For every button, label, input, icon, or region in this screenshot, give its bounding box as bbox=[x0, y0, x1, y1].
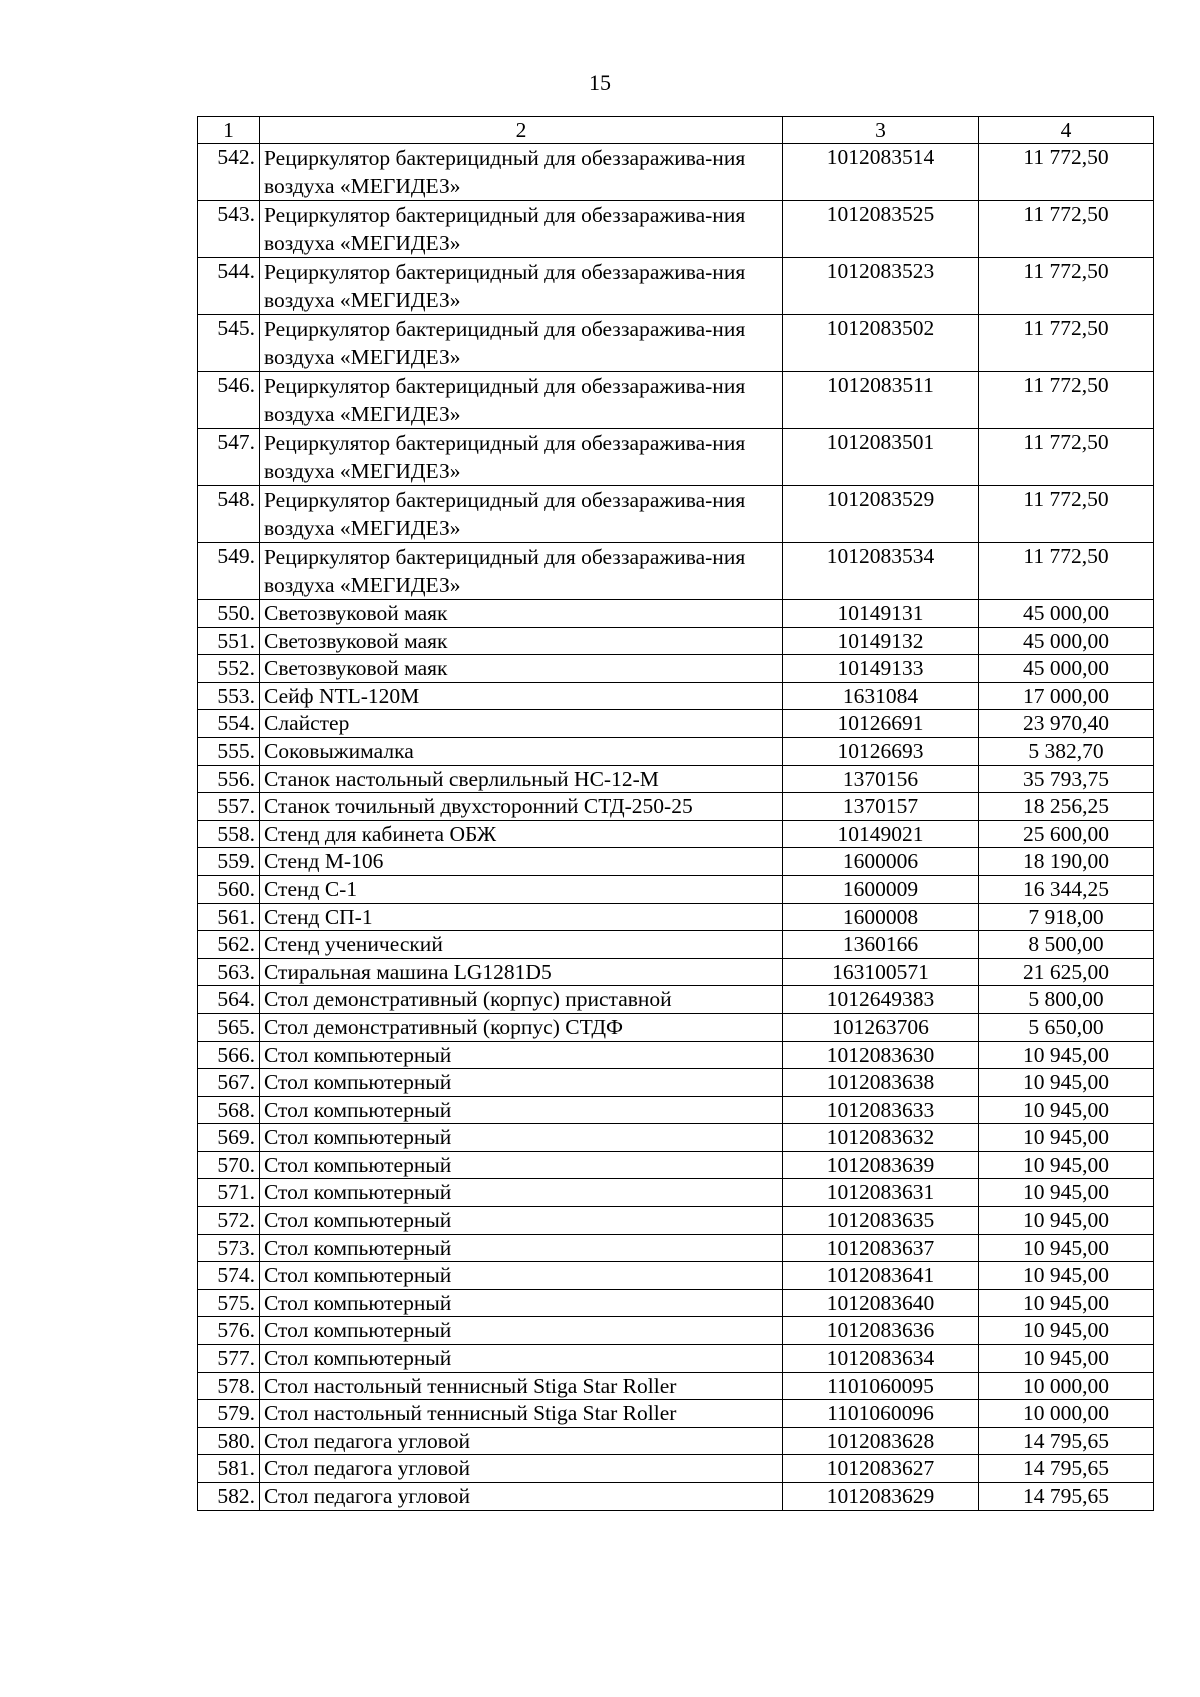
table-row bbox=[198, 737, 1154, 765]
item-price: 17 000,00 bbox=[979, 682, 1154, 710]
table-row bbox=[198, 600, 1154, 628]
table-row bbox=[198, 986, 1154, 1014]
inventory-code: 1012083633 bbox=[783, 1096, 979, 1124]
table-row bbox=[198, 1317, 1154, 1345]
item-name: Стиральная машина LG1281D5 bbox=[260, 958, 783, 986]
row-number: 550. bbox=[198, 600, 260, 628]
inventory-code: 1012083502 bbox=[783, 315, 979, 372]
row-number: 577. bbox=[198, 1345, 260, 1373]
item-name: Рециркулятор бактерицидный для обеззаражива-ния воздуха «МЕГИДЕЗ» bbox=[260, 201, 783, 258]
inventory-code: 10149133 bbox=[783, 655, 979, 683]
row-number: 571. bbox=[198, 1179, 260, 1207]
table-row bbox=[198, 1427, 1154, 1455]
item-name: Стол компьютерный bbox=[260, 1151, 783, 1179]
inventory-code: 1012083638 bbox=[783, 1069, 979, 1097]
item-price: 11 772,50 bbox=[979, 144, 1154, 201]
table-row bbox=[198, 1124, 1154, 1152]
inventory-code: 1012083634 bbox=[783, 1345, 979, 1373]
table-row bbox=[198, 958, 1154, 986]
item-name: Стол демонстративный (корпус) СТДФ bbox=[260, 1013, 783, 1041]
item-name: Стол компьютерный bbox=[260, 1262, 783, 1290]
item-price: 14 795,65 bbox=[979, 1455, 1154, 1483]
row-number: 548. bbox=[198, 486, 260, 543]
inventory-code: 1600006 bbox=[783, 848, 979, 876]
inventory-code: 1012649383 bbox=[783, 986, 979, 1014]
inventory-code: 1012083529 bbox=[783, 486, 979, 543]
item-price: 10 945,00 bbox=[979, 1151, 1154, 1179]
column-header: 3 bbox=[783, 117, 979, 144]
row-number: 576. bbox=[198, 1317, 260, 1345]
item-name: Рециркулятор бактерицидный для обеззаражива-ния воздуха «МЕГИДЕЗ» bbox=[260, 486, 783, 543]
table-row bbox=[198, 1345, 1154, 1373]
inventory-code: 1012083523 bbox=[783, 258, 979, 315]
item-price: 10 945,00 bbox=[979, 1262, 1154, 1290]
row-number: 565. bbox=[198, 1013, 260, 1041]
row-number: 545. bbox=[198, 315, 260, 372]
inventory-code: 1012083641 bbox=[783, 1262, 979, 1290]
inventory-code: 1012083534 bbox=[783, 543, 979, 600]
item-name: Стол демонстративный (корпус) приставной bbox=[260, 986, 783, 1014]
row-number: 557. bbox=[198, 793, 260, 821]
item-name: Стенд ученический bbox=[260, 931, 783, 959]
inventory-code: 1012083627 bbox=[783, 1455, 979, 1483]
inventory-code: 1012083511 bbox=[783, 372, 979, 429]
table-row bbox=[198, 793, 1154, 821]
item-name: Рециркулятор бактерицидный для обеззаражива-ния воздуха «МЕГИДЕЗ» bbox=[260, 372, 783, 429]
inventory-code: 1600008 bbox=[783, 903, 979, 931]
row-number: 564. bbox=[198, 986, 260, 1014]
item-name: Станок настольный сверлильный НС-12-М bbox=[260, 765, 783, 793]
item-name: Стол настольный теннисный Stiga Star Roller bbox=[260, 1372, 783, 1400]
item-price: 8 500,00 bbox=[979, 931, 1154, 959]
column-header: 4 bbox=[979, 117, 1154, 144]
item-name: Рециркулятор бактерицидный для обеззаражива-ния воздуха «МЕГИДЕЗ» bbox=[260, 429, 783, 486]
table-row bbox=[198, 543, 1154, 600]
item-price: 14 795,65 bbox=[979, 1427, 1154, 1455]
table-row bbox=[198, 144, 1154, 201]
item-name: Светозвуковой маяк bbox=[260, 600, 783, 628]
item-name: Светозвуковой маяк bbox=[260, 655, 783, 683]
inventory-code: 1370157 bbox=[783, 793, 979, 821]
item-price: 25 600,00 bbox=[979, 820, 1154, 848]
row-number: 542. bbox=[198, 144, 260, 201]
item-price: 10 945,00 bbox=[979, 1345, 1154, 1373]
item-name: Рециркулятор бактерицидный для обеззаражива-ния воздуха «МЕГИДЕЗ» bbox=[260, 258, 783, 315]
item-price: 10 945,00 bbox=[979, 1041, 1154, 1069]
item-name: Стол компьютерный bbox=[260, 1096, 783, 1124]
item-price: 14 795,65 bbox=[979, 1483, 1154, 1511]
item-name: Слайстер bbox=[260, 710, 783, 738]
item-price: 11 772,50 bbox=[979, 258, 1154, 315]
row-number: 562. bbox=[198, 931, 260, 959]
row-number: 578. bbox=[198, 1372, 260, 1400]
inventory-code: 1012083514 bbox=[783, 144, 979, 201]
table-row bbox=[198, 1400, 1154, 1428]
row-number: 579. bbox=[198, 1400, 260, 1428]
row-number: 566. bbox=[198, 1041, 260, 1069]
row-number: 574. bbox=[198, 1262, 260, 1290]
item-price: 10 945,00 bbox=[979, 1234, 1154, 1262]
item-name: Стенд для кабинета ОБЖ bbox=[260, 820, 783, 848]
inventory-code: 10126693 bbox=[783, 737, 979, 765]
row-number: 567. bbox=[198, 1069, 260, 1097]
row-number: 575. bbox=[198, 1289, 260, 1317]
row-number: 570. bbox=[198, 1151, 260, 1179]
inventory-code: 1631084 bbox=[783, 682, 979, 710]
row-number: 543. bbox=[198, 201, 260, 258]
inventory-code: 1012083637 bbox=[783, 1234, 979, 1262]
row-number: 556. bbox=[198, 765, 260, 793]
item-name: Рециркулятор бактерицидный для обеззаражива-ния воздуха «МЕГИДЕЗ» bbox=[260, 144, 783, 201]
row-number: 558. bbox=[198, 820, 260, 848]
table-row bbox=[198, 820, 1154, 848]
item-name: Светозвуковой маяк bbox=[260, 627, 783, 655]
item-name: Стол компьютерный bbox=[260, 1317, 783, 1345]
row-number: 582. bbox=[198, 1483, 260, 1511]
item-price: 11 772,50 bbox=[979, 429, 1154, 486]
row-number: 572. bbox=[198, 1207, 260, 1235]
table-row bbox=[198, 1151, 1154, 1179]
item-name: Стол педагога угловой bbox=[260, 1483, 783, 1511]
row-number: 552. bbox=[198, 655, 260, 683]
inventory-code: 1012083629 bbox=[783, 1483, 979, 1511]
inventory-code: 10149132 bbox=[783, 627, 979, 655]
item-name: Стол педагога угловой bbox=[260, 1427, 783, 1455]
table-row bbox=[198, 1234, 1154, 1262]
item-price: 11 772,50 bbox=[979, 201, 1154, 258]
item-price: 10 000,00 bbox=[979, 1372, 1154, 1400]
row-number: 561. bbox=[198, 903, 260, 931]
row-number: 553. bbox=[198, 682, 260, 710]
row-number: 563. bbox=[198, 958, 260, 986]
item-name: Стол компьютерный bbox=[260, 1124, 783, 1152]
item-price: 10 945,00 bbox=[979, 1069, 1154, 1097]
item-price: 10 945,00 bbox=[979, 1096, 1154, 1124]
item-price: 5 382,70 bbox=[979, 737, 1154, 765]
row-number: 549. bbox=[198, 543, 260, 600]
item-name: Стол компьютерный bbox=[260, 1289, 783, 1317]
inventory-code: 101263706 bbox=[783, 1013, 979, 1041]
row-number: 573. bbox=[198, 1234, 260, 1262]
item-price: 35 793,75 bbox=[979, 765, 1154, 793]
inventory-code: 1012083640 bbox=[783, 1289, 979, 1317]
item-price: 18 256,25 bbox=[979, 793, 1154, 821]
table-row bbox=[198, 1455, 1154, 1483]
table-row bbox=[198, 258, 1154, 315]
item-price: 11 772,50 bbox=[979, 543, 1154, 600]
table-row bbox=[198, 486, 1154, 543]
table-row bbox=[198, 1179, 1154, 1207]
inventory-code: 1012083635 bbox=[783, 1207, 979, 1235]
item-price: 5 800,00 bbox=[979, 986, 1154, 1014]
item-name: Стол компьютерный bbox=[260, 1234, 783, 1262]
table-row bbox=[198, 682, 1154, 710]
item-price: 10 945,00 bbox=[979, 1317, 1154, 1345]
table-row bbox=[198, 710, 1154, 738]
inventory-code: 1101060096 bbox=[783, 1400, 979, 1428]
item-price: 45 000,00 bbox=[979, 600, 1154, 628]
row-number: 546. bbox=[198, 372, 260, 429]
item-price: 5 650,00 bbox=[979, 1013, 1154, 1041]
table-row bbox=[198, 1289, 1154, 1317]
item-name: Рециркулятор бактерицидный для обеззаражива-ния воздуха «МЕГИДЕЗ» bbox=[260, 315, 783, 372]
inventory-code: 1360166 bbox=[783, 931, 979, 959]
row-number: 544. bbox=[198, 258, 260, 315]
table-row bbox=[198, 1041, 1154, 1069]
row-number: 551. bbox=[198, 627, 260, 655]
inventory-code: 1012083501 bbox=[783, 429, 979, 486]
table-row bbox=[198, 848, 1154, 876]
item-name: Стенд С-1 bbox=[260, 875, 783, 903]
table-row bbox=[198, 875, 1154, 903]
item-price: 7 918,00 bbox=[979, 903, 1154, 931]
item-price: 10 945,00 bbox=[979, 1207, 1154, 1235]
row-number: 547. bbox=[198, 429, 260, 486]
item-name: Соковыжималка bbox=[260, 737, 783, 765]
table-row bbox=[198, 903, 1154, 931]
item-price: 11 772,50 bbox=[979, 372, 1154, 429]
inventory-code: 1012083630 bbox=[783, 1041, 979, 1069]
item-name: Стол компьютерный bbox=[260, 1345, 783, 1373]
inventory-code: 1600009 bbox=[783, 875, 979, 903]
table-row bbox=[198, 429, 1154, 486]
table-row bbox=[198, 655, 1154, 683]
inventory-table bbox=[197, 116, 1154, 1511]
inventory-code: 1012083639 bbox=[783, 1151, 979, 1179]
table-row bbox=[198, 627, 1154, 655]
table-row bbox=[198, 1096, 1154, 1124]
item-price: 10 945,00 bbox=[979, 1179, 1154, 1207]
row-number: 555. bbox=[198, 737, 260, 765]
inventory-code: 10149131 bbox=[783, 600, 979, 628]
table-row bbox=[198, 1483, 1154, 1511]
row-number: 560. bbox=[198, 875, 260, 903]
row-number: 554. bbox=[198, 710, 260, 738]
row-number: 580. bbox=[198, 1427, 260, 1455]
item-name: Стол педагога угловой bbox=[260, 1455, 783, 1483]
row-number: 568. bbox=[198, 1096, 260, 1124]
item-price: 45 000,00 bbox=[979, 655, 1154, 683]
inventory-code: 1012083631 bbox=[783, 1179, 979, 1207]
table-row bbox=[198, 1013, 1154, 1041]
item-price: 10 945,00 bbox=[979, 1289, 1154, 1317]
inventory-code: 163100571 bbox=[783, 958, 979, 986]
item-price: 10 945,00 bbox=[979, 1124, 1154, 1152]
item-price: 10 000,00 bbox=[979, 1400, 1154, 1428]
row-number: 581. bbox=[198, 1455, 260, 1483]
inventory-code: 1101060095 bbox=[783, 1372, 979, 1400]
table-row bbox=[198, 201, 1154, 258]
table-row bbox=[198, 931, 1154, 959]
row-number: 569. bbox=[198, 1124, 260, 1152]
table-row bbox=[198, 1262, 1154, 1290]
item-price: 11 772,50 bbox=[979, 315, 1154, 372]
column-header: 1 bbox=[198, 117, 260, 144]
item-price: 21 625,00 bbox=[979, 958, 1154, 986]
item-name: Сейф NTL-120M bbox=[260, 682, 783, 710]
inventory-code: 1012083636 bbox=[783, 1317, 979, 1345]
item-price: 45 000,00 bbox=[979, 627, 1154, 655]
item-name: Станок точильный двухсторонний СТД-250-25 bbox=[260, 793, 783, 821]
item-name: Стол компьютерный bbox=[260, 1179, 783, 1207]
table-row bbox=[198, 1207, 1154, 1235]
inventory-code: 10126691 bbox=[783, 710, 979, 738]
item-name: Стенд СП-1 bbox=[260, 903, 783, 931]
inventory-code: 1012083525 bbox=[783, 201, 979, 258]
column-header: 2 bbox=[260, 117, 783, 144]
table-row bbox=[198, 372, 1154, 429]
item-name: Стол компьютерный bbox=[260, 1069, 783, 1097]
table-row bbox=[198, 1069, 1154, 1097]
item-name: Стенд М-106 bbox=[260, 848, 783, 876]
item-price: 18 190,00 bbox=[979, 848, 1154, 876]
item-name: Рециркулятор бактерицидный для обеззаражива-ния воздуха «МЕГИДЕЗ» bbox=[260, 543, 783, 600]
item-price: 11 772,50 bbox=[979, 486, 1154, 543]
page-number: 15 bbox=[589, 70, 611, 95]
item-price: 16 344,25 bbox=[979, 875, 1154, 903]
table-row bbox=[198, 315, 1154, 372]
inventory-code: 1370156 bbox=[783, 765, 979, 793]
item-name: Стол компьютерный bbox=[260, 1207, 783, 1235]
item-name: Стол настольный теннисный Stiga Star Roller bbox=[260, 1400, 783, 1428]
row-number: 559. bbox=[198, 848, 260, 876]
table-row bbox=[198, 1372, 1154, 1400]
inventory-code: 1012083628 bbox=[783, 1427, 979, 1455]
item-price: 23 970,40 bbox=[979, 710, 1154, 738]
table-row bbox=[198, 765, 1154, 793]
inventory-code: 10149021 bbox=[783, 820, 979, 848]
inventory-code: 1012083632 bbox=[783, 1124, 979, 1152]
item-name: Стол компьютерный bbox=[260, 1041, 783, 1069]
table-header-row bbox=[198, 117, 1154, 144]
